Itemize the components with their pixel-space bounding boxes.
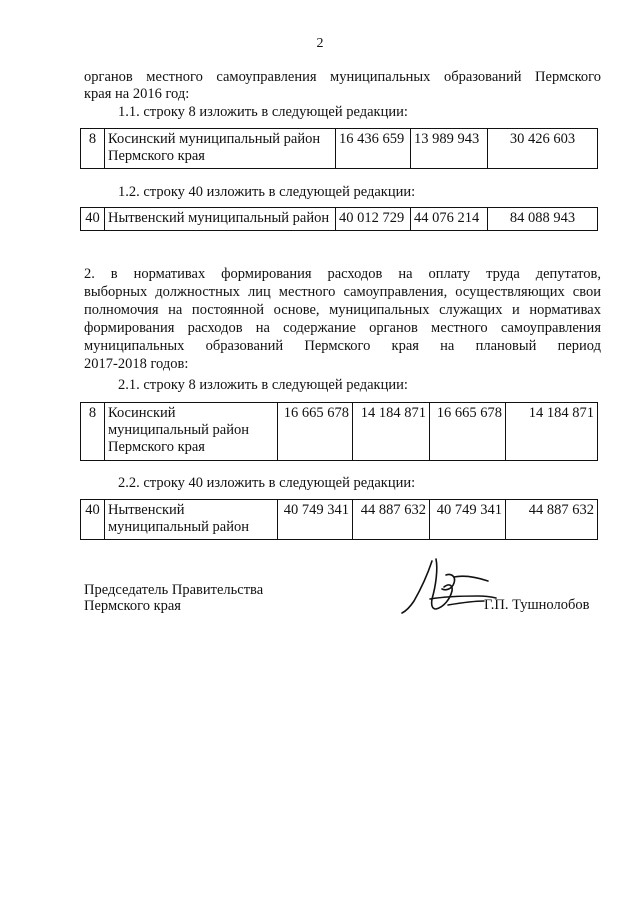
value-cell: 40 749 341 bbox=[430, 500, 506, 540]
paragraph-line: 2017-2018 годов: bbox=[84, 356, 189, 372]
value-cell: 84 088 943 bbox=[488, 208, 598, 231]
district-name: Нытвенский муниципальный район bbox=[105, 500, 278, 540]
signatory-title-line-1: Председатель Правительства bbox=[84, 582, 264, 598]
district-name: Нытвенский муниципальный район bbox=[105, 208, 336, 231]
section-1-2-heading: 1.2. строку 40 изложить в следующей редакции: bbox=[118, 184, 416, 200]
table-row bbox=[81, 403, 598, 461]
value-cell: 14 184 871 bbox=[506, 403, 598, 461]
value-cell: 16 436 659 bbox=[336, 129, 411, 169]
page-number: 2 bbox=[316, 36, 324, 51]
value-cell: 44 076 214 bbox=[411, 208, 488, 231]
paragraph-line: 2. в нормативах формирования расходов на оплату труда депутатов, bbox=[84, 266, 601, 282]
value-cell: 44 887 632 bbox=[506, 500, 598, 540]
row-number: 40 bbox=[81, 208, 105, 231]
table-1-1 bbox=[80, 128, 598, 169]
district-name: Косинский муниципальный район Пермского края bbox=[105, 129, 336, 169]
table-2-1 bbox=[80, 402, 598, 461]
value-cell: 14 184 871 bbox=[353, 403, 430, 461]
value-cell: 40 012 729 bbox=[336, 208, 411, 231]
row-number: 40 bbox=[81, 500, 105, 540]
paragraph-line: полномочия на постоянной основе, муниципальных служащих и нормативах bbox=[84, 302, 601, 318]
section-1-1-heading: 1.1. строку 8 изложить в следующей редакции: bbox=[118, 104, 408, 120]
value-cell: 30 426 603 bbox=[488, 129, 598, 169]
paragraph-line: выборных должностных лиц местного самоуправления, осуществляющих свои bbox=[84, 284, 601, 300]
table-row bbox=[81, 129, 598, 169]
district-name: Косинский муниципальный район Пермского края bbox=[105, 403, 278, 461]
paragraph-line: муниципальных образований Пермского края на плановый период bbox=[84, 338, 601, 354]
paragraph-line: формирования расходов на содержание органов местного самоуправления bbox=[84, 320, 601, 336]
value-cell: 16 665 678 bbox=[278, 403, 353, 461]
value-cell: 13 989 943 bbox=[411, 129, 488, 169]
table-row bbox=[81, 500, 598, 540]
row-number: 8 bbox=[81, 129, 105, 169]
table-row bbox=[81, 208, 598, 231]
signatory-name: Г.П. Тушнолобов bbox=[484, 597, 590, 613]
section-2-2-heading: 2.2. строку 40 изложить в следующей редакции: bbox=[118, 475, 416, 491]
value-cell: 44 887 632 bbox=[353, 500, 430, 540]
value-cell: 16 665 678 bbox=[430, 403, 506, 461]
table-1-2 bbox=[80, 207, 598, 231]
signatory-title bbox=[84, 582, 263, 614]
signatory-title-line-2: Пермского края bbox=[84, 598, 181, 614]
section-2-1-heading: 2.1. строку 8 изложить в следующей редакции: bbox=[118, 377, 408, 393]
value-cell: 40 749 341 bbox=[278, 500, 353, 540]
row-number: 8 bbox=[81, 403, 105, 461]
intro-line-1: органов местного самоуправления муниципальных образований Пермского bbox=[84, 69, 601, 85]
table-2-2 bbox=[80, 499, 598, 540]
intro-line-2: края на 2016 год: bbox=[84, 86, 190, 102]
